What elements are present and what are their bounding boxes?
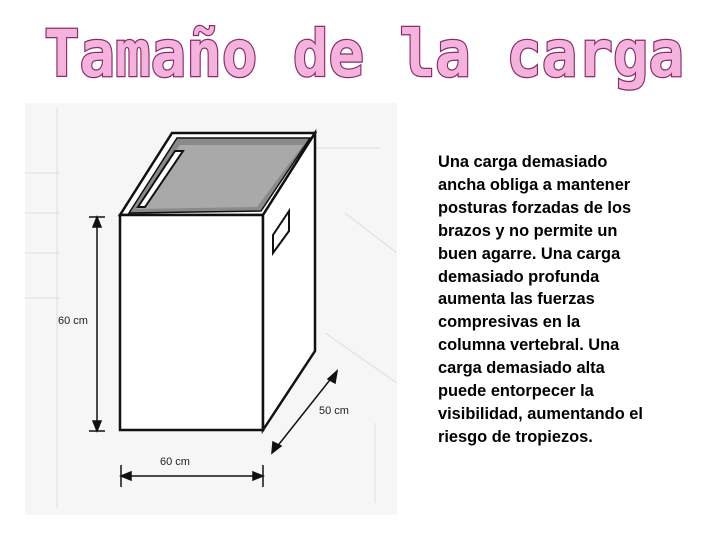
description-line: demasiado profunda [438,267,600,286]
description-paragraph [438,151,710,449]
description-line: brazos y no permite un [438,221,618,240]
description-line: riesgo de tropiezos. [438,427,593,446]
description-line: aumenta las fuerzas [438,290,595,309]
description-line: Una carga demasiado [438,153,608,171]
description-line: ancha obliga a mantener [438,175,631,194]
box-dimensions-figure [25,103,397,515]
box-drawing [120,133,315,430]
description-line: columna vertebral. Una [438,336,620,355]
description-line: carga demasiado alta [438,359,605,378]
depth-label: 50 cm [319,405,349,417]
description-line: visibilidad, aumentando el [438,404,643,423]
slide-title [0,10,728,100]
description-line: posturas forzadas de los [438,198,632,217]
description-line: buen agarre. Una carga [438,244,621,263]
slide-title-text: Tamaño de la carga [44,18,684,92]
description-line: puede entorpecer la [438,382,594,401]
height-label: 60 cm [58,315,88,327]
description-line: compresivas en la [438,313,581,332]
width-label: 60 cm [160,456,190,468]
